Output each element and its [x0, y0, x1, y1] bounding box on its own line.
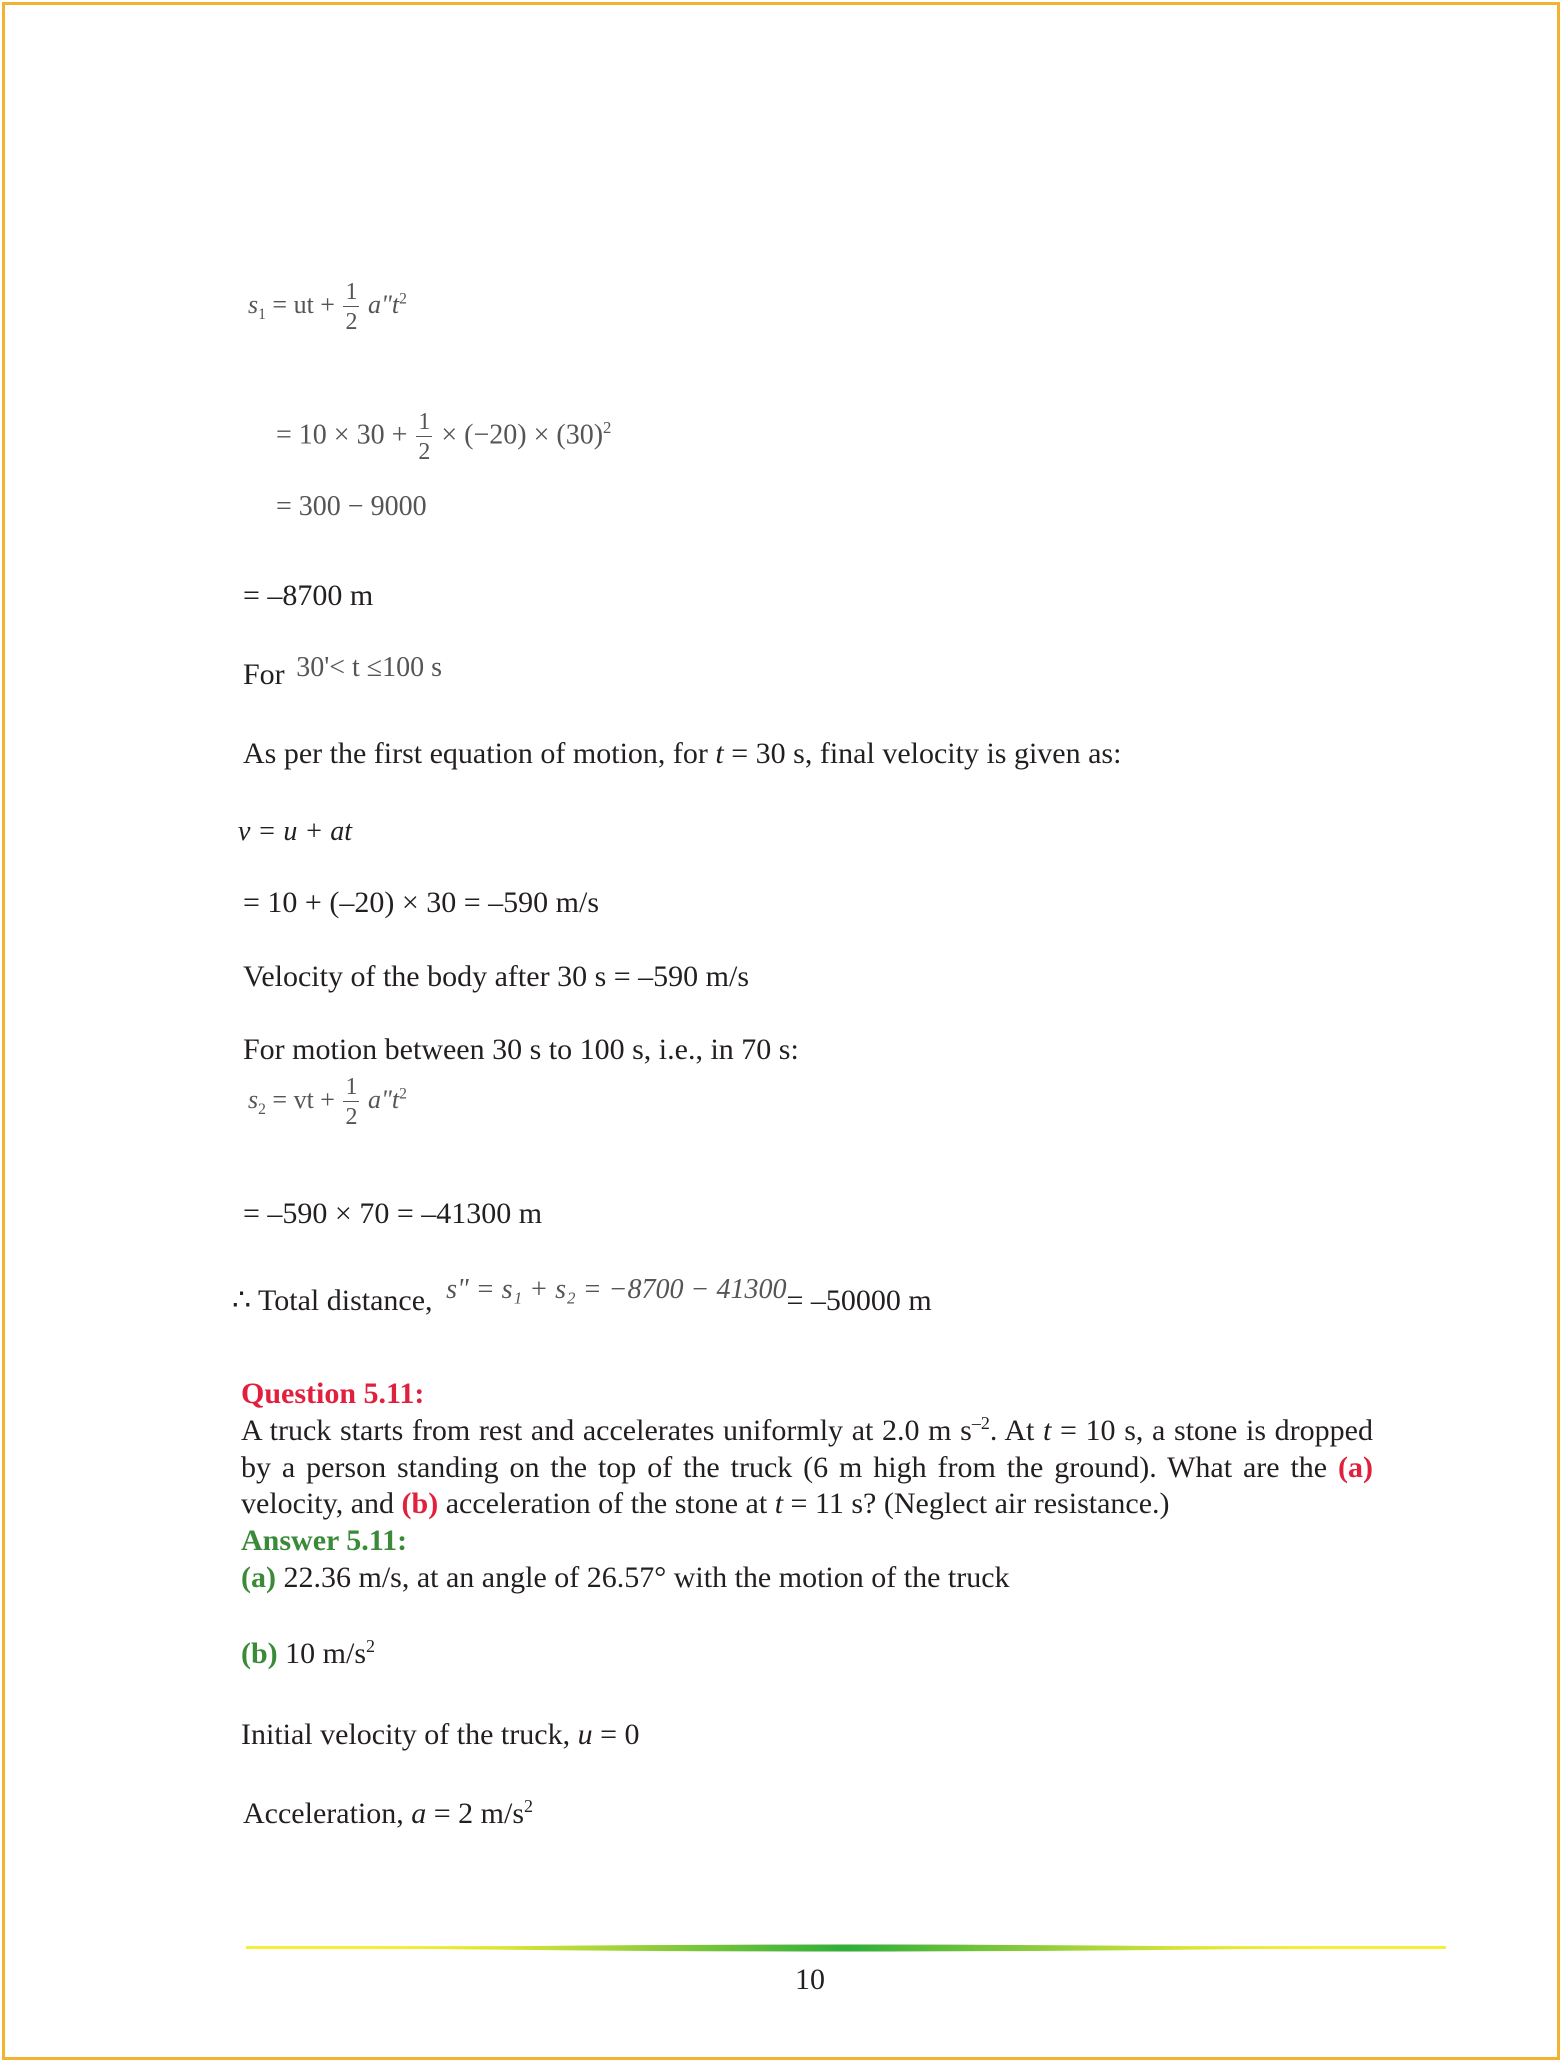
superscript: 2	[399, 290, 407, 308]
label-b: (b)	[401, 1487, 439, 1520]
var-s: s	[248, 289, 259, 319]
result-s1: = –8700 m	[243, 579, 374, 612]
equation-part: = vt +	[272, 1084, 335, 1114]
footer-divider	[246, 1943, 1446, 1955]
equation-s2	[248, 1075, 407, 1129]
motion-between-text: For motion between 30 s to 100 s, i.e., in 70 s:	[243, 1033, 799, 1066]
equation-part: a"t	[367, 1084, 400, 1114]
answer-b: (b) 10 $m/s^2$	[241, 1636, 376, 1670]
equation-part: a"t	[367, 289, 400, 319]
page-border	[2, 2, 1560, 2060]
for-range-line	[243, 652, 443, 694]
answer-title: Answer 5.11:	[241, 1524, 408, 1557]
label-a: (a)	[1338, 1450, 1373, 1484]
question-text: A truck starts from rest and accelerates uniformly at 2.0 m $s^{-2}$. At t = 10 s, a stone is dropped by a person standing on the top of the truck (6 m high from the ground). What are the (a) velocity, and (b) acceleration of the stone at t = 11 s? (Neglect air resistance.)	[241, 1413, 1373, 1520]
fraction-half: $\frac{1}{2}$	[345, 279, 358, 335]
initial-velocity: Initial velocity of the truck, u = 0	[241, 1718, 640, 1751]
equation-part: = ut +	[272, 289, 335, 319]
answer-b-label: (b)	[241, 1637, 278, 1670]
total-expression: s" = s₁ + s₂ = −8700 − 41300	[446, 1274, 787, 1305]
velocity-equation: v = u + at	[238, 816, 352, 847]
acceleration: Acceleration, a = 2 $m/s^2$	[243, 1796, 534, 1830]
page-number: 10	[795, 1963, 825, 1996]
subscript: 1	[258, 306, 266, 324]
equation-step1	[276, 410, 611, 464]
equation-part: = 10 × 30 +	[276, 419, 408, 451]
range-expression: 30'< t ≤100 s	[296, 652, 443, 683]
s2-calculation: = –590 × 70 = –41300 m	[243, 1197, 543, 1230]
question-title: Question 5.11:	[241, 1377, 425, 1410]
var-s: s	[248, 1084, 259, 1114]
answer-a: (a) 22.36 m/s, at an angle of 26.57° with the motion of the truck	[241, 1561, 1010, 1594]
first-equation-text: As per the first equation of motion, for t = 30 s, final velocity is given as:	[243, 737, 1122, 770]
for-label: For	[243, 658, 285, 691]
answer-a-label: (a)	[241, 1561, 276, 1594]
velocity-after-30s: Velocity of the body after 30 s = –590 m/s	[243, 960, 750, 993]
equation-s1	[248, 280, 407, 334]
fraction-half: $\frac{1}{2}$	[345, 1074, 358, 1130]
superscript: 2	[603, 418, 612, 438]
subscript: 2	[258, 1101, 266, 1119]
total-result: = –50000 m	[786, 1284, 932, 1317]
equation-step2: = 300 − 9000	[276, 491, 427, 522]
superscript: 2	[399, 1085, 407, 1103]
total-prefix: ∴ Total distance,	[232, 1284, 433, 1317]
equation-part: × (−20) × (30)	[441, 419, 604, 451]
fraction-half: $\frac{1}{2}$	[418, 409, 431, 465]
velocity-calculation: = 10 + (–20) × 30 = –590 m/s	[243, 886, 600, 919]
total-distance-line	[232, 1274, 932, 1320]
